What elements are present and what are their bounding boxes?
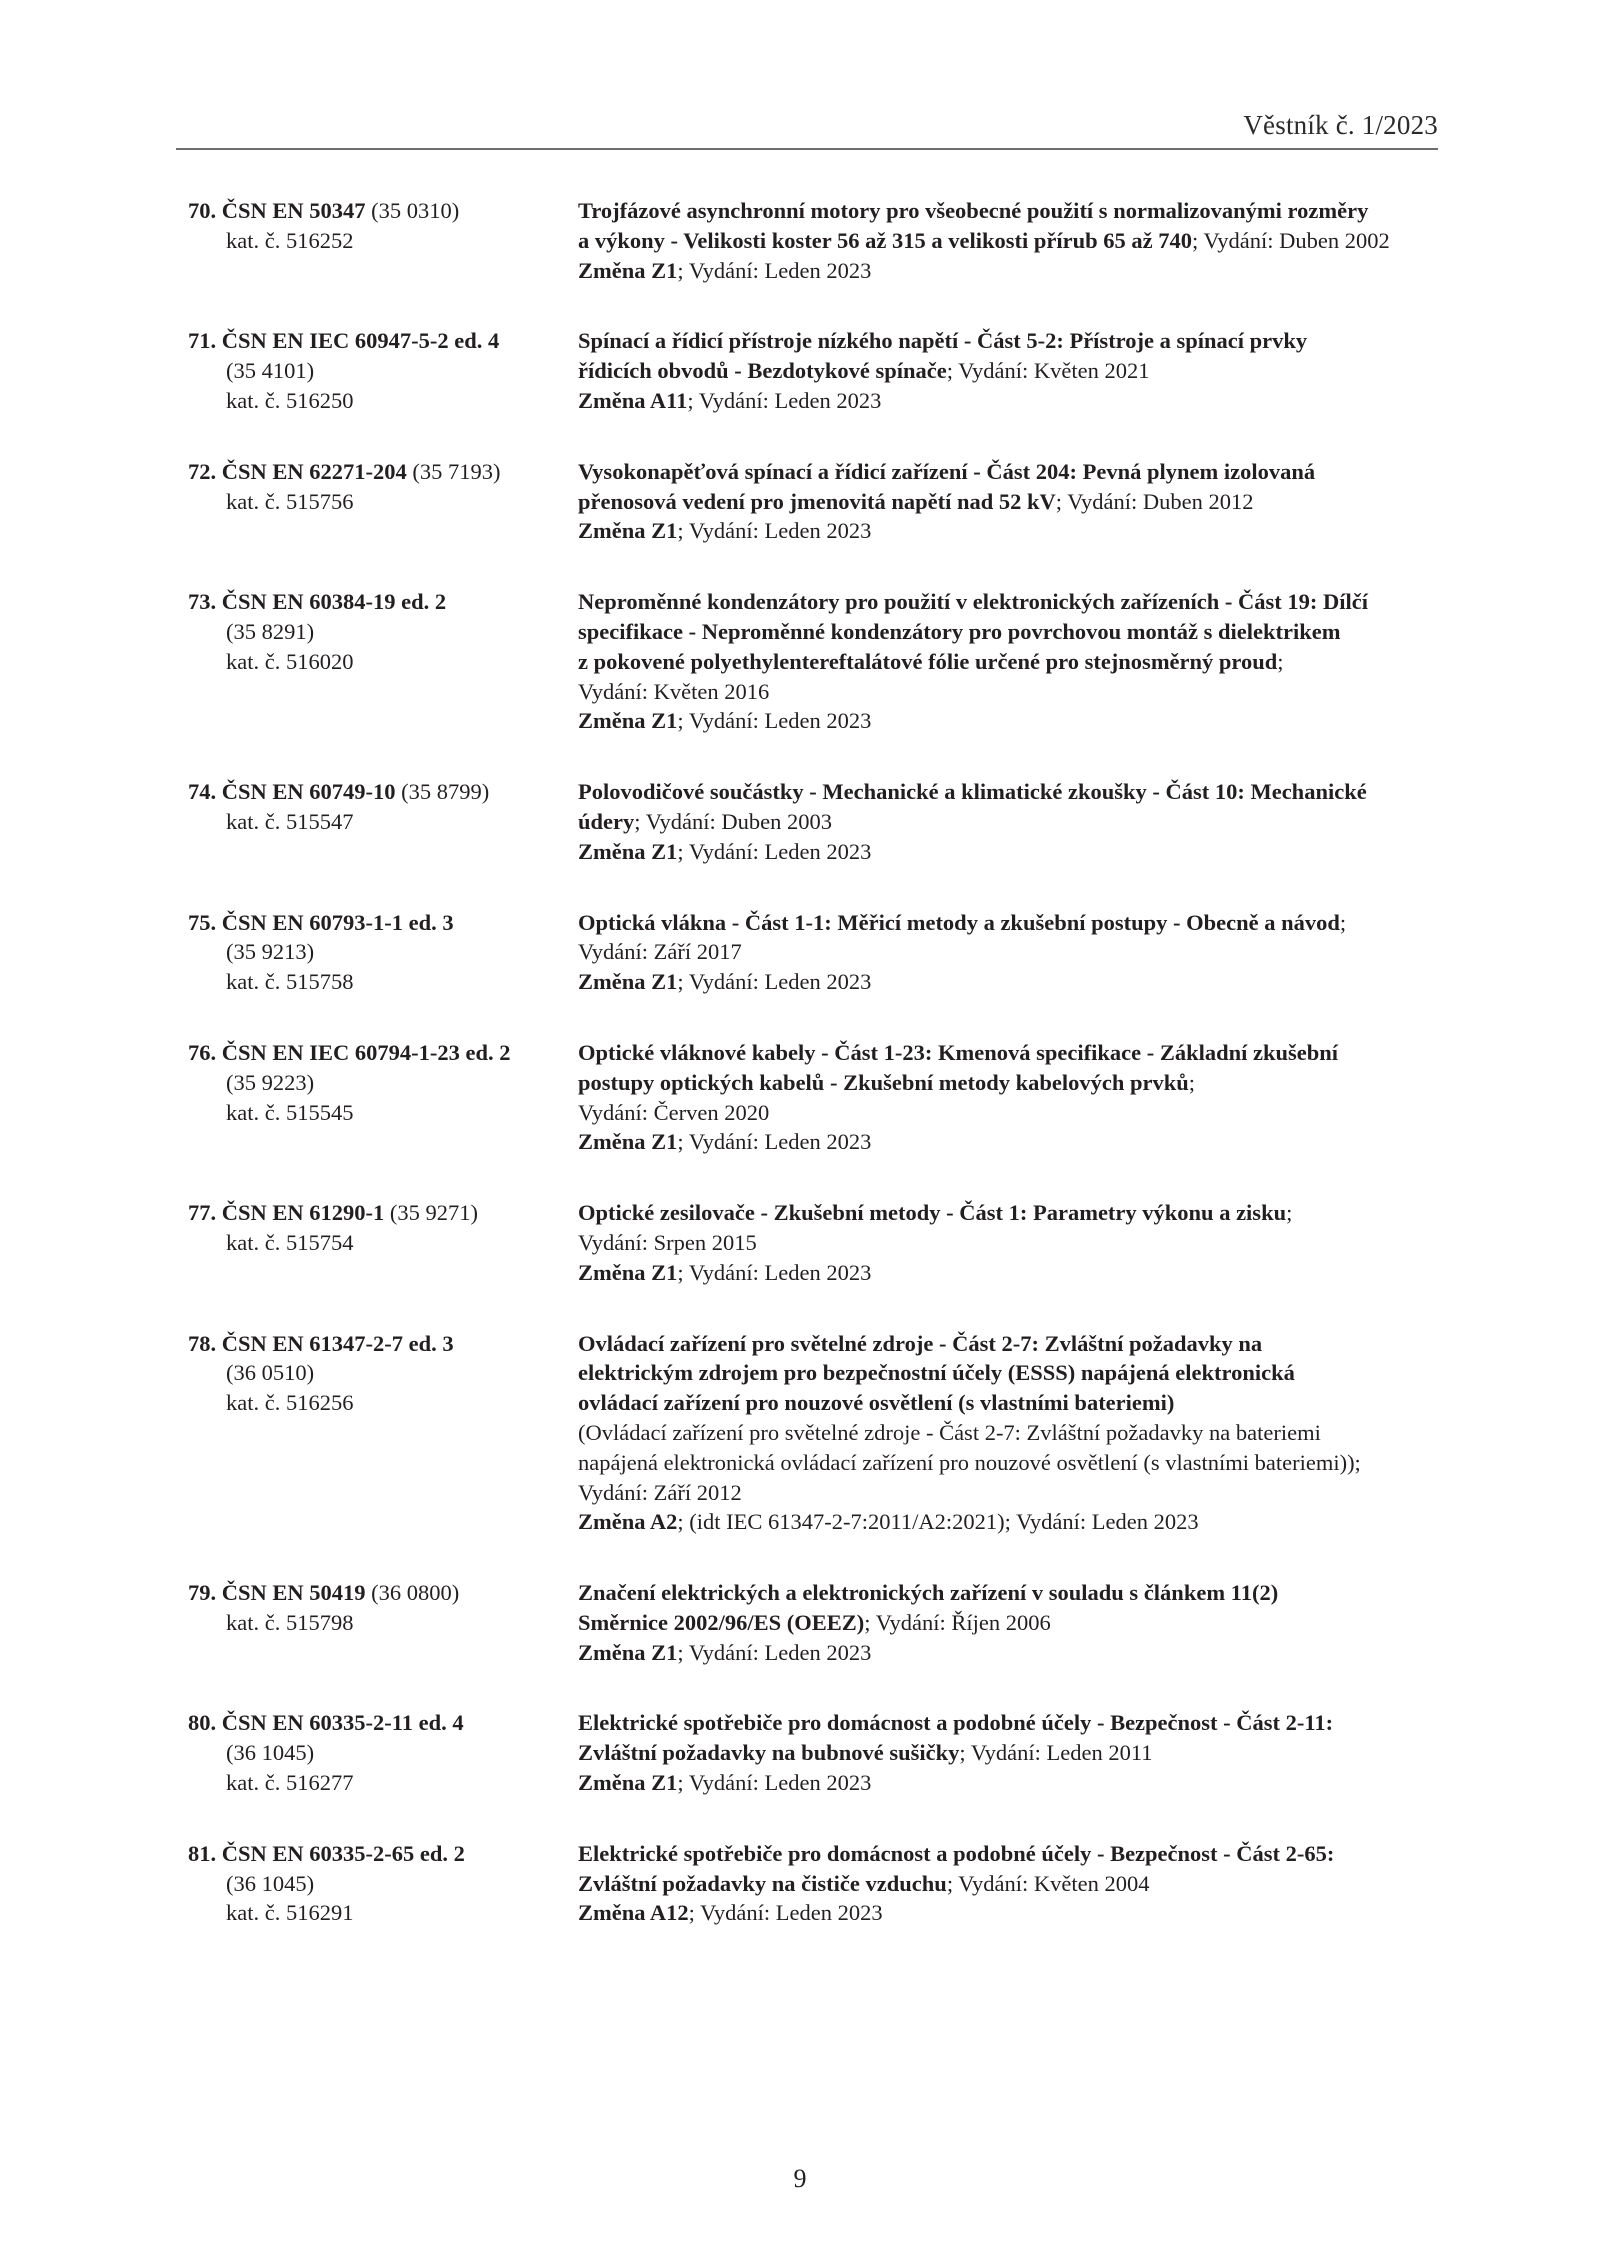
description-title: specifikace - Neproměnné kondenzátory pro povrchovou montáž s dielektrikem [578, 618, 1341, 644]
catalog-number: kat. č. 516020 [226, 648, 354, 674]
description-info: Vydání: Srpen 2015 [578, 1229, 757, 1255]
standard-identifier [188, 1198, 578, 1287]
description-title: z pokovené polyethylentereftalátové fólie určené pro stejnosměrný proud [578, 648, 1278, 674]
standard-description [578, 1839, 1448, 1928]
identifier-line [188, 587, 578, 617]
description-line [578, 386, 1448, 416]
description-line [578, 1258, 1448, 1288]
description-title: Značení elektrických a elektronických zařízení v souladu s článkem 11(2) [578, 1580, 1279, 1606]
catalog-number: kat. č. 515756 [226, 488, 354, 514]
description-line [578, 1638, 1448, 1668]
description-line [578, 1127, 1448, 1157]
description-line [578, 587, 1448, 617]
description-info: ; Vydání: Leden 2023 [677, 1259, 872, 1285]
entry-number: 81. [188, 1840, 217, 1866]
description-title: Změna A12 [578, 1900, 689, 1926]
identifier-line [188, 908, 578, 938]
description-title: Změna Z1 [578, 969, 678, 995]
standard-identifier [188, 1329, 578, 1538]
standard-description [578, 587, 1448, 736]
description-title: Neproměnné kondenzátory pro použití v elektronických zařízeních - Část 19: Dílčí [578, 589, 1368, 615]
description-info: ; Vydání: Leden 2023 [677, 708, 872, 734]
description-title: Zvláštní požadavky na čističe vzduchu [578, 1870, 947, 1896]
standard-entry [188, 1708, 1448, 1797]
description-line [578, 677, 1448, 707]
identifier-line [188, 777, 578, 807]
description-title: Změna Z1 [578, 708, 678, 734]
standard-identifier [188, 908, 578, 997]
standard-code: ČSN EN 61347-2-7 ed. 3 [221, 1330, 454, 1356]
class-code: (35 4101) [226, 358, 315, 384]
description-line [578, 706, 1448, 736]
standard-entry [188, 457, 1448, 546]
description-info: ; Vydání: Leden 2023 [687, 387, 882, 413]
standard-entry [188, 196, 1448, 285]
description-line [578, 1198, 1448, 1228]
description-title: a výkony - Velikosti koster 56 až 315 a velikosti přírub 65 až 740 [578, 227, 1192, 253]
description-line [578, 1768, 1448, 1798]
standard-code: ČSN EN IEC 60794-1-23 ed. 2 [221, 1039, 511, 1065]
standard-entry [188, 326, 1448, 415]
description-line [578, 196, 1448, 226]
description-title: Změna Z1 [578, 518, 678, 544]
description-title: Změna Z1 [578, 838, 678, 864]
entry-number: 71. [188, 328, 217, 354]
entry-number: 74. [188, 779, 217, 805]
description-title: Změna Z1 [578, 1770, 678, 1796]
standard-code: ČSN EN 50347 [221, 198, 366, 223]
description-info: ; [1188, 1069, 1196, 1095]
description-line [578, 1329, 1448, 1359]
description-info: ; Vydání: Leden 2023 [677, 1770, 872, 1796]
catalog-number: kat. č. 516277 [226, 1770, 354, 1796]
standard-description [578, 457, 1448, 546]
entry-number: 70. [188, 198, 217, 223]
description-line [578, 356, 1448, 386]
bulletin-title: Věstník č. 1/2023 [1243, 110, 1438, 140]
description-line [578, 226, 1448, 256]
entry-number: 76. [188, 1039, 217, 1065]
catalog-number: kat. č. 515545 [226, 1099, 354, 1125]
standard-code: ČSN EN 60749-10 [221, 779, 396, 805]
description-title: Zvláštní požadavky na bubnové sušičky [578, 1740, 960, 1766]
description-info: ; (idt IEC 61347-2-7:2011/A2:2021); Vydání: Leden 2023 [677, 1509, 1199, 1535]
description-info: ; Vydání: Leden 2023 [677, 969, 872, 995]
description-line [578, 457, 1448, 487]
description-info: ; [1339, 909, 1347, 935]
description-title: Vysokonapěťová spínací a řídicí zařízení - Část 204: Pevná plynem izolovaná [578, 458, 1316, 484]
standard-code: ČSN EN 60335-2-65 ed. 2 [221, 1840, 465, 1866]
class-code: (35 9213) [226, 939, 315, 965]
description-info: ; Vydání: Květen 2004 [946, 1870, 1150, 1896]
class-code: (35 7193) [412, 458, 501, 484]
description-info: Vydání: Září 2017 [578, 939, 742, 965]
description-title: ovládací zařízení pro nouzové osvětlení (s vlastními bateriemi) [578, 1390, 1175, 1416]
description-line [578, 1228, 1448, 1258]
description-line [578, 1448, 1448, 1478]
description-line [578, 1098, 1448, 1128]
catalog-number: kat. č. 515798 [226, 1609, 354, 1635]
description-line [578, 1038, 1448, 1068]
description-title: Spínací a řídicí přístroje nízkého napětí - Část 5-2: Přístroje a spínací prvky [578, 328, 1308, 354]
description-line [578, 326, 1448, 356]
standard-identifier [188, 777, 578, 866]
entry-number: 79. [188, 1580, 217, 1606]
catalog-number: kat. č. 516256 [226, 1390, 354, 1416]
description-info: ; Vydání: Leden 2023 [677, 1129, 872, 1155]
standard-entry [188, 1839, 1448, 1928]
description-info: Vydání: Červen 2020 [578, 1099, 770, 1125]
description-info: ; Vydání: Květen 2021 [946, 358, 1150, 384]
catalog-number: kat. č. 515754 [226, 1229, 354, 1255]
entry-number: 78. [188, 1330, 217, 1356]
identifier-line [188, 457, 578, 487]
class-code: (35 8291) [226, 618, 315, 644]
class-code: (35 0310) [371, 198, 460, 223]
identifier-line [188, 1839, 578, 1869]
standard-description [578, 908, 1448, 997]
description-title: přenosová vedení pro jmenovitá napětí nad 52 kV [578, 488, 1056, 514]
standard-entry [188, 1329, 1448, 1538]
class-code: (36 1045) [226, 1870, 315, 1896]
standard-identifier [188, 196, 578, 285]
description-line [578, 1738, 1448, 1768]
catalog-number: kat. č. 516250 [226, 387, 354, 413]
description-title: Změna Z1 [578, 257, 678, 283]
description-line [578, 647, 1448, 677]
standard-identifier [188, 1708, 578, 1797]
catalog-number: kat. č. 516252 [226, 227, 354, 253]
description-title: Změna Z1 [578, 1259, 678, 1285]
description-title: elektrickým zdrojem pro bezpečnostní účely (ESSS) napájená elektronická [578, 1360, 1295, 1386]
standard-code: ČSN EN 61290-1 [221, 1200, 385, 1226]
description-line [578, 807, 1448, 837]
description-info: ; Vydání: Leden 2023 [688, 1900, 883, 1926]
description-line [578, 908, 1448, 938]
entry-number: 80. [188, 1710, 217, 1736]
page-number: 9 [793, 2164, 807, 2193]
description-info: ; Vydání: Leden 2023 [677, 518, 872, 544]
standard-entry [188, 587, 1448, 736]
page-header [176, 110, 1438, 150]
description-info: ; Vydání: Leden 2011 [959, 1740, 1153, 1766]
description-line [578, 1358, 1448, 1388]
standard-identifier [188, 587, 578, 736]
description-line [578, 487, 1448, 517]
standard-identifier [188, 1839, 578, 1928]
identifier-line [188, 1708, 578, 1738]
description-line [578, 516, 1448, 546]
description-title: Změna Z1 [578, 1639, 678, 1665]
description-title: Elektrické spotřebiče pro domácnost a podobné účely - Bezpečnost - Část 2-65: [578, 1840, 1335, 1866]
entry-number: 73. [188, 589, 217, 615]
entry-number: 72. [188, 458, 217, 484]
description-line [578, 1478, 1448, 1508]
class-code: (35 9223) [226, 1069, 315, 1095]
description-info: (Ovládací zařízení pro světelné zdroje - Část 2-7: Zvláštní požadavky na bateriemi [578, 1419, 1321, 1445]
standard-description [578, 196, 1448, 285]
description-line [578, 1839, 1448, 1869]
description-line [578, 937, 1448, 967]
standard-entry [188, 1198, 1448, 1287]
standard-code: ČSN EN 60384-19 ed. 2 [221, 589, 447, 615]
description-line [578, 1507, 1448, 1537]
description-line [578, 256, 1448, 286]
standard-identifier [188, 457, 578, 546]
description-line [578, 837, 1448, 867]
identifier-line [188, 326, 578, 356]
description-info: Vydání: Září 2012 [578, 1479, 742, 1505]
description-line [578, 1418, 1448, 1448]
description-title: Změna A11 [578, 387, 688, 413]
identifier-line [188, 1038, 578, 1068]
class-code: (35 9271) [389, 1200, 479, 1226]
class-code: (35 8799) [401, 779, 490, 805]
description-title: Změna A2 [578, 1509, 678, 1535]
standard-entry [188, 908, 1448, 997]
standard-description [578, 1198, 1448, 1287]
standard-entry [188, 777, 1448, 866]
description-title: Směrnice 2002/96/ES (OEEZ) [578, 1609, 865, 1635]
standard-description [578, 326, 1448, 415]
class-code: (36 1045) [226, 1740, 315, 1766]
description-info: Vydání: Květen 2016 [578, 678, 770, 704]
standards-list [188, 196, 1448, 1969]
identifier-line [188, 196, 578, 226]
standard-code: ČSN EN 62271-204 [221, 458, 407, 484]
description-title: řídicích obvodů - Bezdotykové spínače [578, 358, 947, 384]
description-info: ; Vydání: Leden 2023 [677, 838, 872, 864]
standard-code: ČSN EN 60335-2-11 ed. 4 [221, 1710, 464, 1736]
standard-entry [188, 1578, 1448, 1667]
description-info: ; Vydání: Duben 2003 [634, 808, 832, 834]
entry-number: 77. [188, 1200, 217, 1226]
catalog-number: kat. č. 515758 [226, 969, 354, 995]
standard-code: ČSN EN 50419 [221, 1580, 366, 1606]
description-title: Polovodičové součástky - Mechanické a klimatické zkoušky - Část 10: Mechanické [578, 779, 1367, 805]
description-info: ; Vydání: Říjen 2006 [864, 1609, 1051, 1635]
description-line [578, 1068, 1448, 1098]
description-line [578, 1388, 1448, 1418]
class-code: (36 0800) [371, 1580, 460, 1606]
description-info: ; Vydání: Duben 2012 [1055, 488, 1254, 514]
description-title: Změna Z1 [578, 1129, 678, 1155]
standard-description [578, 777, 1448, 866]
description-line [578, 1578, 1448, 1608]
description-title: Elektrické spotřebiče pro domácnost a podobné účely - Bezpečnost - Část 2-11: [578, 1710, 1334, 1736]
description-info: napájená elektronická ovládací zařízení pro nouzové osvětlení (s vlastními bateriemi)); [578, 1449, 1361, 1475]
description-info: ; [1277, 648, 1284, 674]
description-line [578, 1608, 1448, 1638]
description-info: ; Vydání: Leden 2023 [677, 257, 872, 283]
description-line [578, 1708, 1448, 1738]
standard-identifier [188, 1038, 578, 1157]
description-title: Ovládací zařízení pro světelné zdroje - Část 2-7: Zvláštní požadavky na [578, 1330, 1263, 1356]
standard-entry [188, 1038, 1448, 1157]
description-title: Optické zesilovače - Zkušební metody - Část 1: Parametry výkonu a zisku [578, 1200, 1287, 1226]
catalog-number: kat. č. 516291 [226, 1900, 354, 1926]
description-line [578, 1898, 1448, 1928]
standard-code: ČSN EN 60793-1-1 ed. 3 [221, 909, 454, 935]
standard-description [578, 1578, 1448, 1667]
standard-description [578, 1038, 1448, 1157]
description-line [578, 777, 1448, 807]
identifier-line [188, 1198, 578, 1228]
standard-identifier [188, 326, 578, 415]
description-title: postupy optických kabelů - Zkušební metody kabelových prvků [578, 1069, 1189, 1095]
entry-number: 75. [188, 909, 217, 935]
standard-description [578, 1329, 1448, 1538]
standard-description [578, 1708, 1448, 1797]
class-code: (36 0510) [226, 1360, 315, 1386]
description-info: ; Vydání: Leden 2023 [677, 1639, 872, 1665]
description-info: ; [1286, 1200, 1293, 1226]
standard-code: ČSN EN IEC 60947-5-2 ed. 4 [221, 328, 500, 354]
identifier-line [188, 1329, 578, 1359]
description-line [578, 1869, 1448, 1899]
description-info: ; Vydání: Duben 2002 [1192, 227, 1390, 253]
description-title: Optické vláknové kabely - Část 1-23: Kmenová specifikace - Základní zkušební [578, 1039, 1339, 1065]
catalog-number: kat. č. 515547 [226, 808, 354, 834]
description-title: Trojfázové asynchronní motory pro všeobecné použití s normalizovanými rozměry [578, 198, 1369, 223]
description-title: údery [578, 808, 635, 834]
description-line [578, 617, 1448, 647]
identifier-line [188, 1578, 578, 1608]
description-line [578, 967, 1448, 997]
standard-identifier [188, 1578, 578, 1667]
description-title: Optická vlákna - Část 1-1: Měřicí metody a zkušební postupy - Obecně a návod [578, 909, 1340, 935]
